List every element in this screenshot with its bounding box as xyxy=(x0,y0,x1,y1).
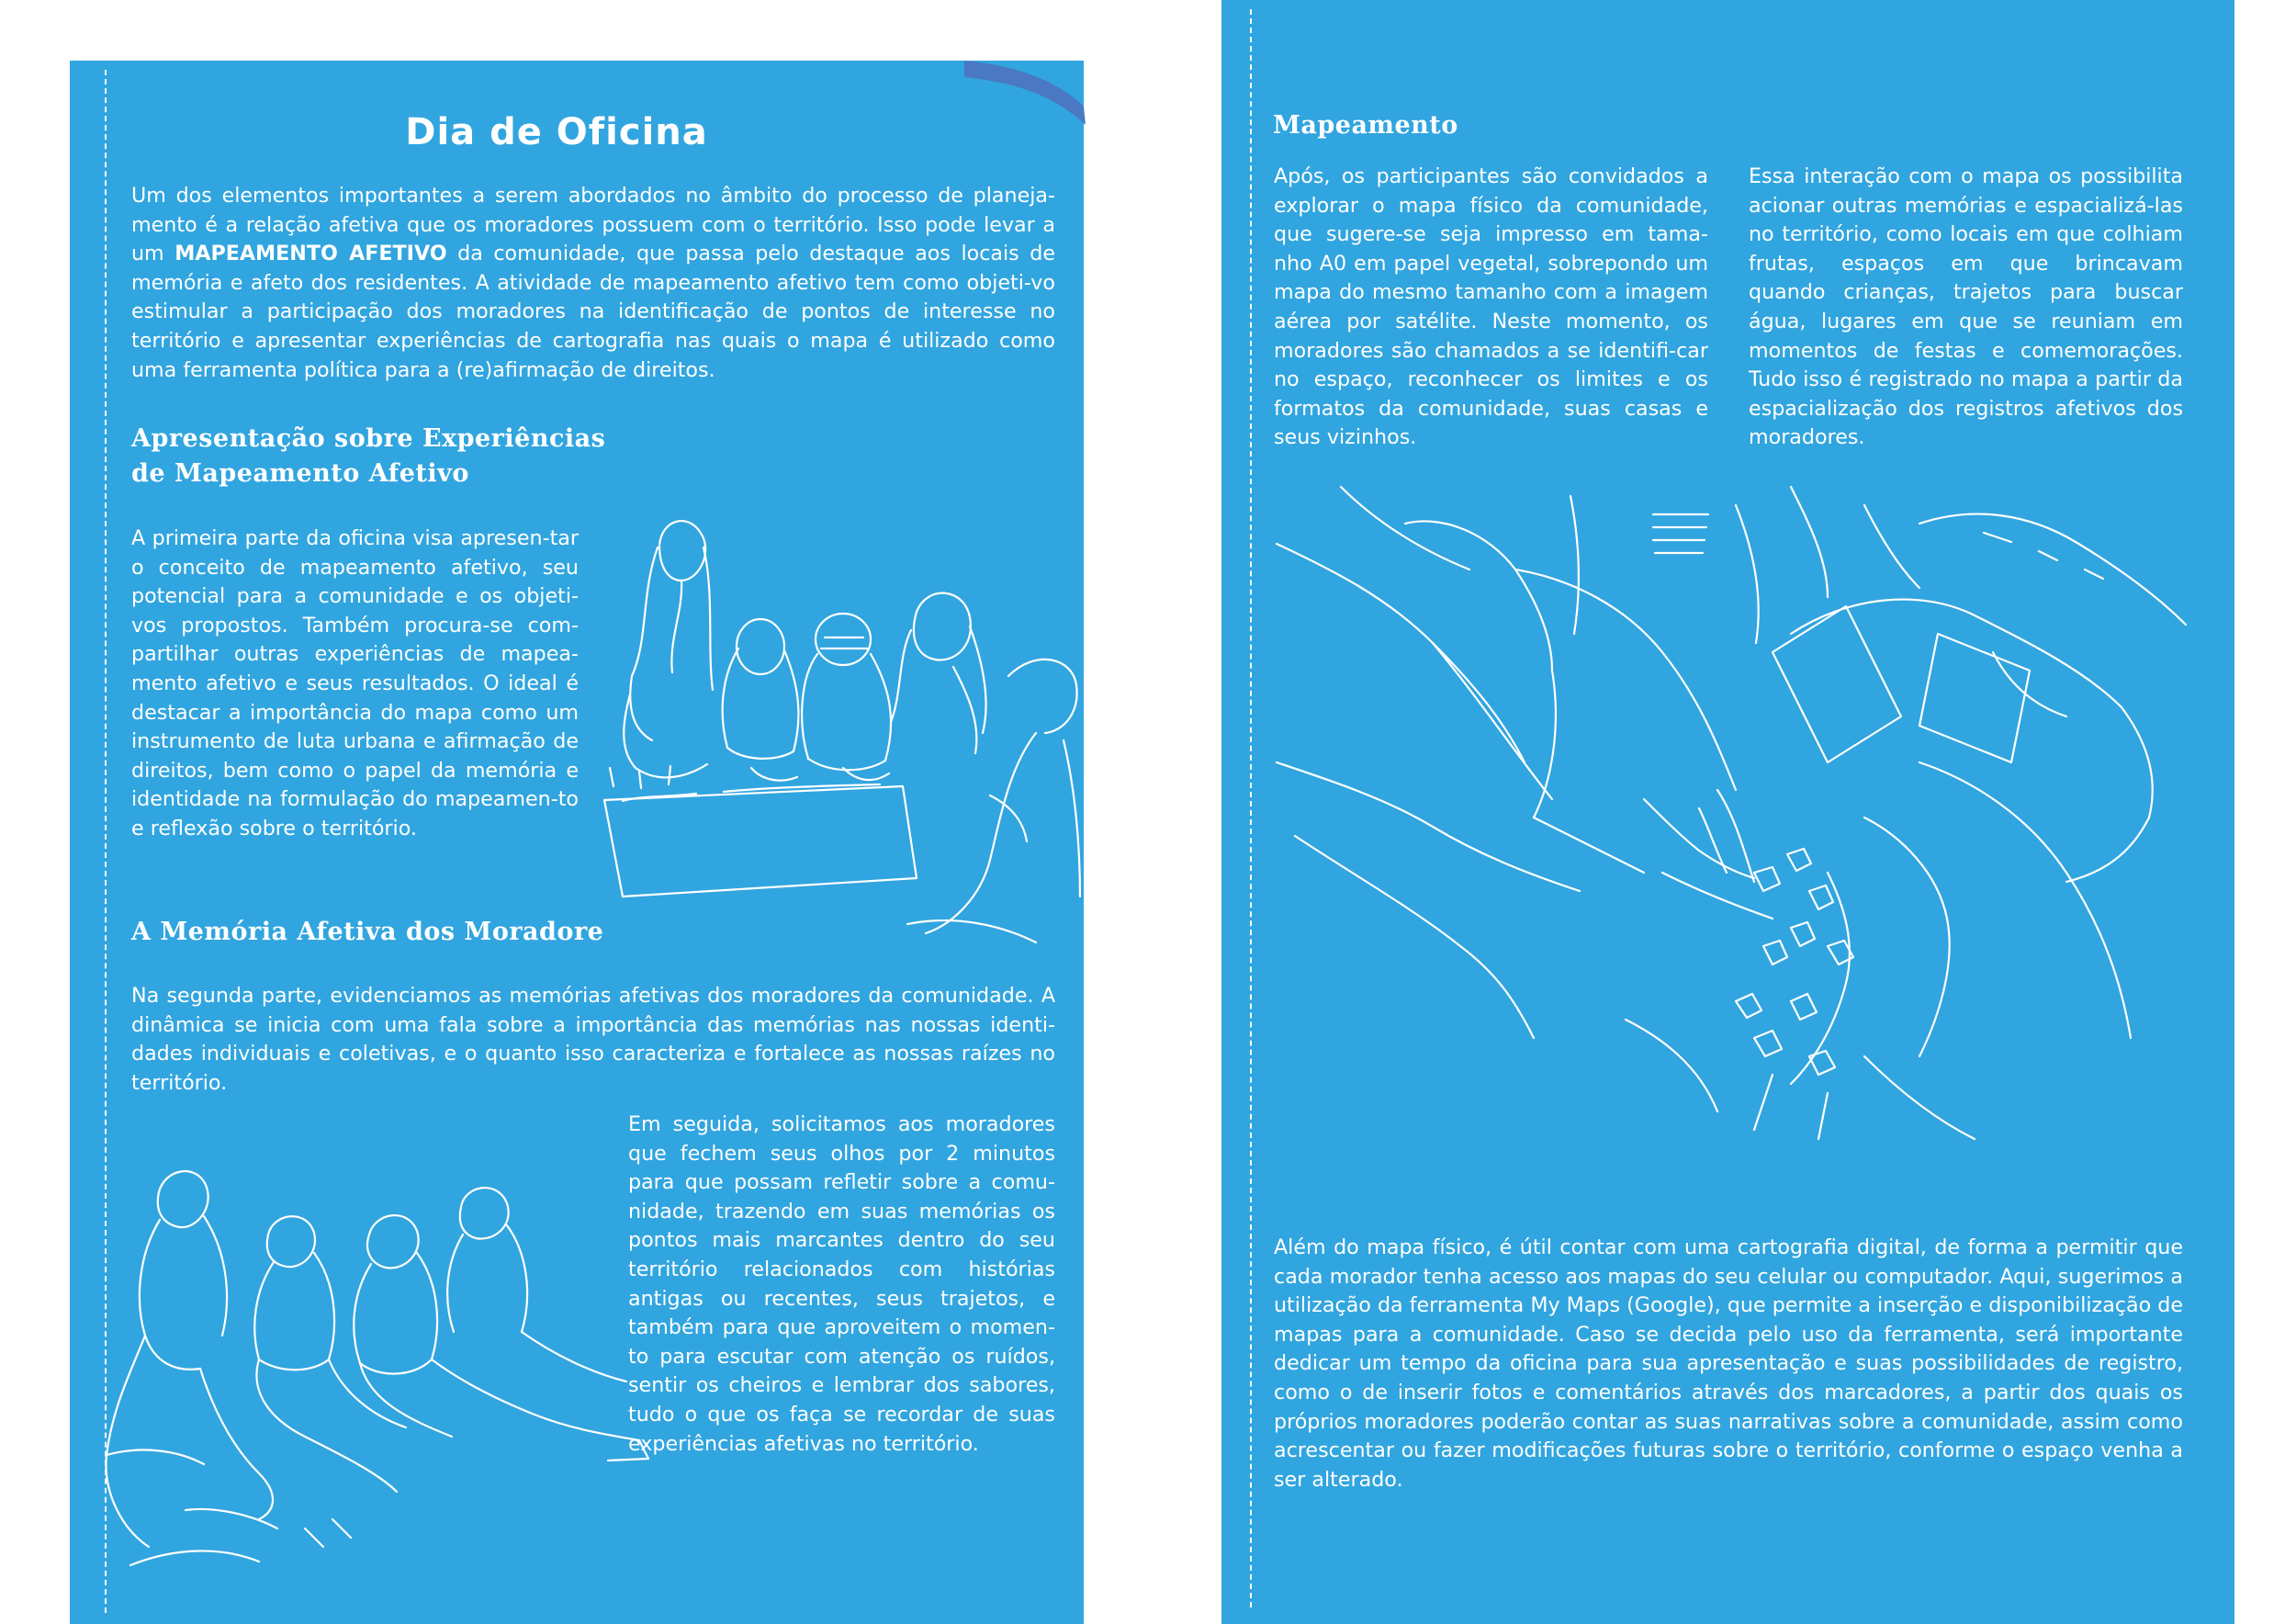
section2-paragraph-2: Em seguida, solicitamos aos moradores que fechem seus olhos por 2 minutos para que possam refletir sobre a comu-nidade, trazendo em suas memórias os pontos mais marcantes dentro do seu território relacionados com histórias antigas ou recentes, seus trajetos, e também para que aproveitem o momen-to para escutar com atenção os ruídos, sentir os cheiros e lembrar dos sabores, tudo o que os faça se recordar de suas experiências afetivas no território. xyxy=(628,1112,1055,1456)
top-cut-line xyxy=(1252,0,1254,64)
intro-paragraph xyxy=(131,182,1055,385)
section1-heading xyxy=(131,422,719,491)
section2-paragraph-1: Na segunda parte, evidenciamos as memórias afetivas dos moradores da comunidade. A dinâmica se inicia com uma fala sobre a importância das memórias nas nossas identi-dades individuais e coletivas, e o quanto isso caracteriza e fortalece as nossas raízes no território. xyxy=(131,984,1055,1095)
hands-on-map-illustration xyxy=(1277,487,2195,1148)
mapeamento-col1: Após, os participantes são convidados a explorar o mapa físico da comunidade, que sugere-se seja impresso em tama-nho A0 em papel vegetal, sobrepondo um mapa do mesmo tamanho com a imagem aérea por satélite. Neste momento, os moradores são chamados a se identifi-car no espaço, reconhecer os limites e os formatos da comunidade, suas casas e seus vizinhos. xyxy=(1274,164,1708,450)
right-page xyxy=(1221,0,2234,1624)
corner-fold xyxy=(964,61,1088,125)
seated-residents-illustration xyxy=(94,1143,663,1574)
right-cut-line xyxy=(1250,9,1252,1607)
section1-heading-line2: de Mapeamento Afetivo xyxy=(131,459,469,488)
mapeamento-heading: Mapeamento xyxy=(1273,111,1458,140)
intro-text-end: da comunidade, que passa pelo destaque aos locais de memória e afeto dos residentes. A atividade de mapeamento afetivo tem como objeti-vo estimular a participação dos moradores na identificação de pontos de interesse no território e apresentar experiências de cartografia nas quais o mapa é utilizado como uma ferramenta política para a (re)afirmação de direitos. xyxy=(131,242,1056,382)
intro-highlight: MAPEAMENTO AFETIVO xyxy=(174,242,447,266)
left-page xyxy=(70,61,1084,1624)
mapeamento-col2: Essa interação com o mapa os possibilita acionar outras memórias e espacializá-las no território, como locais em que colhiam frutas, espaços em que brincavam quando crianças, trajetos para buscar água, lugares em que se reuniam em momentos de festas e comemorações. Tudo isso é registrado no mapa a partir da espacialização dos registros afetivos dos moradores. xyxy=(1749,164,2183,450)
section1-heading-line1: Apresentação sobre Experiências xyxy=(131,424,606,453)
group-at-table-illustration xyxy=(604,492,1082,952)
intro-text-start: Um dos elementos importantes a serem abordados no âmbito do processo de planeja-mento é a relação afetiva que os moradores possuem com o território. Isso pode levar a um xyxy=(131,184,1055,266)
page-title: Dia de Oficina xyxy=(405,111,708,153)
closing-paragraph: Além do mapa físico, é útil contar com uma cartografia digital, de forma a permitir que cada morador tenha acesso aos mapas do seu celular ou computador. Aqui, sugerimos a utilização da ferramenta My Maps (Google), que permite a inserção e disponibilização de mapas para a comunidade. Caso se decida pelo uso da ferramenta, será importante dedicar um tempo da oficina para sua apresentação e suas possibilidades de registro, como o de inserir fotos e comentários através dos marcadores, a partir dos quais os próprios moradores poderão contar as suas narrativas sobre a comunidade, assim como acrescentar ou fazer modificações futuras sobre o território, conforme o espaço venha a ser alterado. xyxy=(1274,1235,2183,1492)
section1-paragraph: A primeira parte da oficina visa apresen-tar o conceito de mapeamento afetivo, seu potencial para a comunidade e os objeti-vos propostos. Também procura-se com-partilhar outras experiências de mapea-mento afetivo e seus resultados. O ideal é destacar a importância do mapa como um instrumento de luta urbana e afirmação de direitos, bem como o papel da memória e identidade na formulação do mapeamen-to e reflexão sobre o território. xyxy=(131,526,579,840)
section2-heading: A Memória Afetiva dos Moradore xyxy=(131,918,604,946)
